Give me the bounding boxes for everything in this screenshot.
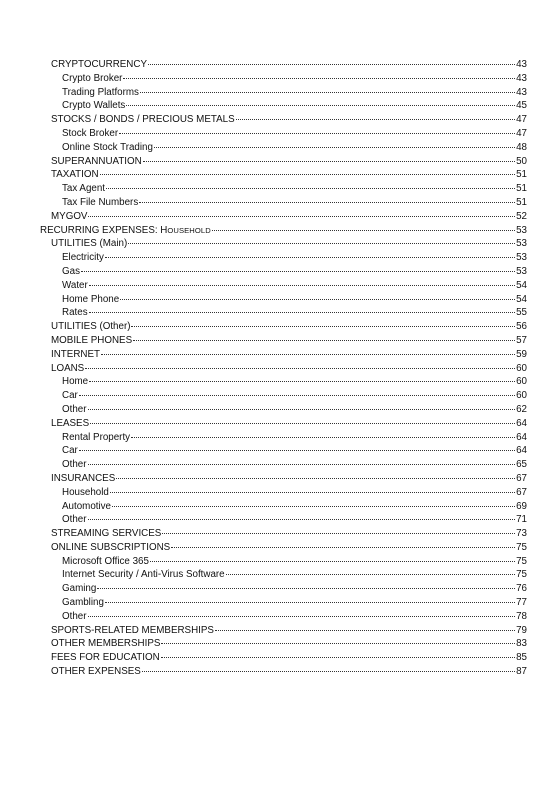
toc-entry-title <box>62 141 153 155</box>
toc-entry-title <box>62 72 122 86</box>
toc-entry-title-text: Crypto Broker <box>62 72 123 84</box>
toc-entry-title <box>62 513 87 527</box>
toc-entry-title <box>40 224 211 238</box>
table-of-contents <box>40 58 527 679</box>
toc-entry-page-number: 64 <box>516 417 527 429</box>
toc-entry-title <box>62 196 138 210</box>
toc-entry[interactable] <box>40 596 527 610</box>
toc-entry-title <box>62 610 87 624</box>
toc-entry-page-number: 53 <box>516 252 527 264</box>
dot-leader <box>106 188 515 189</box>
toc-entry[interactable] <box>40 334 527 348</box>
toc-entry-page-number: 45 <box>516 100 527 112</box>
dot-leader <box>131 437 515 438</box>
dot-leader <box>119 133 515 134</box>
toc-entry[interactable] <box>40 555 527 569</box>
toc-entry-title-text: UTILITIES (Other) <box>51 321 131 333</box>
toc-entry-title <box>62 127 118 141</box>
toc-entry-title <box>51 362 84 376</box>
toc-entry-page-number: 77 <box>516 597 527 609</box>
toc-entry-title-text: Automotive <box>62 500 112 512</box>
toc-entry-title-text: Water <box>62 279 88 291</box>
toc-entry[interactable] <box>40 127 527 141</box>
toc-entry[interactable] <box>40 99 527 113</box>
toc-entry-page-number: 43 <box>516 59 527 70</box>
toc-entry-title-text: Stock Broker <box>62 127 119 139</box>
toc-entry-page-number: 60 <box>516 390 527 402</box>
toc-entry-page-number: 73 <box>516 528 527 540</box>
toc-entry-title-text: MYGOV <box>51 210 88 222</box>
dot-leader <box>171 547 515 548</box>
toc-entry-title-text: LOANS <box>51 362 85 374</box>
dot-leader <box>90 423 515 424</box>
dot-leader <box>88 519 516 520</box>
toc-entry-page-number: 50 <box>516 155 527 167</box>
toc-entry[interactable] <box>40 348 527 362</box>
toc-entry-title-text: MOBILE PHONES <box>51 334 133 346</box>
dot-leader <box>116 478 515 479</box>
dot-leader <box>89 285 515 286</box>
toc-entry-title-text: Internet Security / Anti-Virus Software <box>62 569 225 581</box>
toc-entry[interactable] <box>40 610 527 624</box>
toc-entry-title <box>51 472 115 486</box>
dot-leader <box>215 630 515 631</box>
toc-entry-page-number: 52 <box>516 210 527 222</box>
toc-entry-page-number: 75 <box>516 541 527 553</box>
toc-entry[interactable] <box>40 444 527 458</box>
toc-entry[interactable] <box>40 458 527 472</box>
toc-entry-page-number: 79 <box>516 624 527 636</box>
toc-entry[interactable] <box>40 279 527 293</box>
dot-leader <box>88 464 516 465</box>
toc-entry-title <box>62 431 130 445</box>
toc-entry-page-number: 53 <box>516 265 527 277</box>
toc-entry[interactable] <box>40 375 527 389</box>
toc-entry[interactable] <box>40 251 527 265</box>
dot-leader <box>79 395 515 396</box>
dot-leader <box>105 602 515 603</box>
toc-entry-title-text: ONLINE SUBSCRIPTIONS <box>51 541 171 553</box>
toc-entry[interactable] <box>40 568 527 582</box>
toc-entry-title <box>62 500 111 514</box>
toc-entry[interactable] <box>40 72 527 86</box>
toc-entry-page-number: 83 <box>516 638 527 650</box>
toc-entry-page-number: 60 <box>516 376 527 388</box>
toc-entry-page-number: 53 <box>516 224 527 236</box>
toc-entry[interactable] <box>40 541 527 555</box>
toc-entry[interactable] <box>40 86 527 100</box>
toc-entry[interactable] <box>40 403 527 417</box>
dot-leader <box>162 533 515 534</box>
dot-leader <box>89 381 515 382</box>
toc-entry-title-text: STREAMING SERVICES <box>51 528 162 540</box>
toc-entry-title-text: STOCKS / BONDS / PRECIOUS METALS <box>51 114 235 126</box>
dot-leader <box>79 450 515 451</box>
toc-entry-title-text: CRYPTOCURRENCY <box>51 59 147 70</box>
toc-entry[interactable] <box>40 168 527 182</box>
toc-entry-title-text: UTILITIES (Main) <box>51 238 128 250</box>
toc-entry-page-number: 76 <box>516 583 527 595</box>
toc-entry-page-number: 48 <box>516 141 527 153</box>
toc-entry-page-number: 71 <box>516 514 527 526</box>
toc-entry-title <box>51 210 87 224</box>
dot-leader <box>101 354 515 355</box>
toc-entry-title <box>62 99 125 113</box>
dot-leader <box>110 492 515 493</box>
toc-entry-title <box>62 306 88 320</box>
dot-leader <box>236 119 515 120</box>
toc-entry-page-number: 55 <box>516 307 527 319</box>
toc-entry-title <box>51 58 147 72</box>
dot-leader <box>161 657 515 658</box>
toc-entry[interactable] <box>40 58 527 72</box>
dot-leader <box>89 312 516 313</box>
toc-entry-title <box>51 527 161 541</box>
toc-entry-title-text: Gambling <box>62 597 104 609</box>
toc-entry[interactable] <box>40 320 527 334</box>
toc-entry-title-text: INTERNET <box>51 348 100 360</box>
toc-entry-page-number: 62 <box>516 403 527 415</box>
toc-entry-title <box>62 279 88 293</box>
toc-entry-title <box>62 293 119 307</box>
toc-entry[interactable] <box>40 651 527 665</box>
toc-entry-title <box>62 568 225 582</box>
dot-leader <box>143 161 515 162</box>
toc-entry-title-text: LEASES <box>51 417 90 429</box>
toc-entry-page-number: 75 <box>516 569 527 581</box>
toc-entry-title-text: Trading Platforms <box>62 86 139 98</box>
toc-entry-page-number: 43 <box>516 86 527 98</box>
toc-entry-page-number: 54 <box>516 279 527 291</box>
toc-entry-title <box>51 334 132 348</box>
dot-leader <box>123 78 515 79</box>
toc-entry[interactable] <box>40 486 527 500</box>
dot-leader <box>161 643 515 644</box>
toc-entry-title-text: Crypto Wallets <box>62 100 126 112</box>
toc-entry[interactable] <box>40 624 527 638</box>
toc-entry-page-number: 60 <box>516 362 527 374</box>
toc-entry[interactable] <box>40 527 527 541</box>
toc-entry[interactable] <box>40 155 527 169</box>
toc-entry-page-number: 56 <box>516 321 527 333</box>
toc-entry-title-text: Other <box>62 403 87 415</box>
toc-entry-title-text: SPORTS-RELATED MEMBERSHIPS <box>51 624 214 636</box>
toc-entry-title-text: Microsoft Office 365 <box>62 555 149 567</box>
toc-entry-title <box>51 651 160 665</box>
toc-entry-title <box>51 237 127 251</box>
toc-entry-title <box>62 265 80 279</box>
toc-entry-title <box>51 417 89 431</box>
toc-entry-page-number: 75 <box>516 555 527 567</box>
toc-entry-title <box>62 555 149 569</box>
toc-entry-title <box>62 251 104 265</box>
toc-entry[interactable] <box>40 582 527 596</box>
toc-entry[interactable] <box>40 113 527 127</box>
toc-entry-title <box>51 541 170 555</box>
toc-entry[interactable] <box>40 500 527 514</box>
toc-entry[interactable] <box>40 362 527 376</box>
toc-entry[interactable] <box>40 293 527 307</box>
toc-entry-title-text: Rates <box>62 307 88 319</box>
toc-entry[interactable] <box>40 472 527 486</box>
dot-leader <box>100 174 516 175</box>
toc-entry-page-number: 43 <box>516 72 527 84</box>
dot-leader <box>88 616 516 617</box>
toc-entry-page-number: 65 <box>516 459 527 471</box>
toc-entry[interactable] <box>40 210 527 224</box>
dot-leader <box>154 147 515 148</box>
toc-entry-title-text: Online Stock Trading <box>62 141 153 153</box>
toc-entry-title <box>62 582 96 596</box>
toc-entry-page-number: 57 <box>516 334 527 346</box>
toc-entry-page-number: 64 <box>516 431 527 443</box>
toc-entry-title <box>62 403 87 417</box>
toc-entry-title-text: Tax Agent <box>62 183 106 195</box>
toc-entry-title-text: Electricity <box>62 252 104 264</box>
toc-entry-title-text: FEES FOR EDUCATION <box>51 652 160 664</box>
toc-entry-title-text: Other <box>62 459 87 471</box>
dot-leader <box>126 105 515 106</box>
dot-leader <box>88 216 515 217</box>
toc-entry[interactable] <box>40 513 527 527</box>
toc-entry[interactable] <box>40 389 527 403</box>
toc-entry-title-text: INSURANCES <box>51 472 116 484</box>
toc-entry[interactable] <box>40 182 527 196</box>
toc-entry-title <box>62 458 87 472</box>
dot-leader <box>105 257 515 258</box>
toc-entry[interactable] <box>40 306 527 320</box>
toc-entry-title <box>51 168 99 182</box>
toc-entry-title-text: Household <box>62 486 109 498</box>
toc-entry-page-number: 78 <box>516 610 527 622</box>
toc-entry-title-text: Car <box>62 390 78 402</box>
dot-leader <box>150 561 515 562</box>
dot-leader <box>88 409 516 410</box>
toc-entry-title <box>51 320 130 334</box>
toc-entry-title <box>51 624 214 638</box>
toc-entry-page-number: 64 <box>516 445 527 457</box>
toc-entry-page-number: 85 <box>516 652 527 664</box>
toc-entry[interactable] <box>40 237 527 251</box>
toc-entry[interactable] <box>40 265 527 279</box>
toc-entry-page-number: 67 <box>516 472 527 484</box>
toc-entry-title <box>51 155 142 169</box>
toc-entry-title-text: Home <box>62 376 89 388</box>
toc-entry-title <box>62 444 78 458</box>
toc-entry-page-number: 59 <box>516 348 527 360</box>
toc-entry-title-text: Other <box>62 610 87 622</box>
toc-entry-page-number: 51 <box>516 196 527 208</box>
toc-entry-title <box>51 637 160 651</box>
toc-entry-page-number: 54 <box>516 293 527 305</box>
dot-leader <box>140 92 515 93</box>
toc-entry-title <box>62 596 104 610</box>
toc-entry-page-number: 51 <box>516 169 527 181</box>
dot-leader <box>212 230 515 231</box>
toc-entry-title-text: Home Phone <box>62 293 120 305</box>
toc-entry[interactable] <box>40 141 527 155</box>
toc-entry-page-number: 87 <box>516 666 527 678</box>
dot-leader <box>139 202 515 203</box>
dot-leader <box>112 506 515 507</box>
toc-entry-title <box>51 113 235 127</box>
toc-entry-title-text: Gaming <box>62 583 97 595</box>
toc-entry-title <box>51 665 141 679</box>
toc-entry-title-text: Rental Property <box>62 431 131 443</box>
dot-leader <box>131 326 515 327</box>
dot-leader <box>148 64 515 65</box>
toc-entry-title <box>62 182 105 196</box>
toc-entry-title-text: Gas <box>62 265 80 277</box>
toc-entry-title <box>62 389 78 403</box>
toc-entry-title-text: Car <box>62 445 78 457</box>
dot-leader <box>97 588 515 589</box>
toc-entry-page-number: 67 <box>516 486 527 498</box>
toc-entry-title <box>51 348 100 362</box>
toc-entry[interactable] <box>40 417 527 431</box>
toc-entry-title-text: SUPERANNUATION <box>51 155 142 167</box>
toc-entry-title-text: TAXATION <box>51 169 99 181</box>
toc-entry[interactable] <box>40 637 527 651</box>
dot-leader <box>133 340 515 341</box>
dot-leader <box>120 299 515 300</box>
toc-entry-title-text: OTHER EXPENSES <box>51 666 141 678</box>
dot-leader <box>226 574 515 575</box>
toc-entry-page-number: 51 <box>516 183 527 195</box>
toc-entry-title-text: OTHER MEMBERSHIPS <box>51 638 161 650</box>
dot-leader <box>142 671 515 672</box>
toc-entry-page-number: 69 <box>516 500 527 512</box>
dot-leader <box>81 271 515 272</box>
toc-entry-title-text: RECURRING EXPENSES: H <box>40 224 168 236</box>
toc-entry[interactable] <box>40 196 527 210</box>
dot-leader <box>128 243 515 244</box>
toc-entry-page-number: 47 <box>516 127 527 139</box>
toc-entry-page-number: 53 <box>516 238 527 250</box>
toc-entry-title-smallcaps: OUSEHOLD <box>167 225 211 235</box>
toc-entry-title <box>62 486 109 500</box>
dot-leader <box>85 368 515 369</box>
toc-entry[interactable] <box>40 224 527 238</box>
toc-entry-page-number: 47 <box>516 114 527 126</box>
toc-entry-title <box>62 375 88 389</box>
toc-entry[interactable] <box>40 665 527 679</box>
toc-entry[interactable] <box>40 431 527 445</box>
toc-entry-title <box>62 86 139 100</box>
toc-entry-title-text: Tax File Numbers <box>62 196 139 208</box>
toc-entry-title-text: Other <box>62 514 87 526</box>
